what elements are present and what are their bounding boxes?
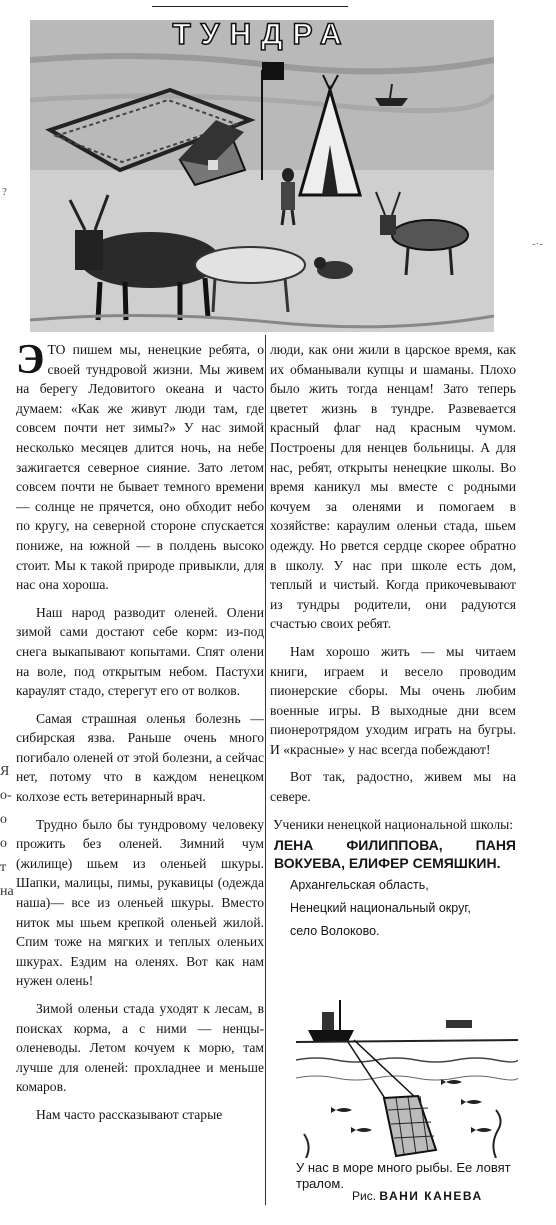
- illustration-caption: У нас в море много рыбы. Ее ловят тралом.: [296, 1160, 511, 1191]
- margin-mark-left: ?: [2, 186, 7, 198]
- article-column-2: [270, 340, 516, 947]
- article-column-1: [16, 337, 264, 1133]
- paragraph-text: ТО пишем мы, ненецкие ребята, о своей тундровой жизни. Мы живем на берегу Ледовитого океана и часто думаем: «Как же живут люди там, где совсем почти нет зимы?» У нас зимой несколько месяцев длится ночь, на небе зажигается северное сияние. Зато летом совсем почти не бывает темного времени — солнце не прячется, оно обходит небо по кругу, на северной стороне спускается пониже, на южной — в полдень высоко стоит. Мы к такой природе привыкли, для нас она хороша.: [16, 342, 264, 593]
- paragraph: люди, как они жили в царское время, как их обманывали купцы и шаманы. Плохо было жить тогда ненцам! Зато теперь цветет жизнь в тундре. Развевается красный флаг над красным чумом. Построены для ненцев больницы. А для нас, ребят, открыты ненецкие школы. Во время каникул мы вместе с родными кочуем за оленями и помогаем в хозяйстве: караулим оленьи стада, шьем одежду. Но рвется сердце скорее обратно в школу. У нас при школе есть дом, теплый и чистый. Когда прикочевывают из тундры родители, они радуются счастью своих ребят.: [270, 342, 516, 632]
- edge-fragment: Я: [0, 764, 10, 779]
- drop-cap: Э: [16, 337, 45, 383]
- column-divider: [265, 335, 266, 1205]
- paragraph: Наш народ разводит оленей. Олени зимой сами достают себе корм: из-под снега выкапывают копытами. Спят олени на воле, под открытым небом. Пастухи караулят стадо, стерегут его от волков.: [16, 604, 264, 699]
- illustration-credit: [352, 1189, 483, 1203]
- edge-fragment: о-: [0, 788, 12, 803]
- edge-fragment: на: [0, 884, 14, 899]
- signature-place-village: село Волоково.: [290, 924, 380, 939]
- signature-place-region: Архангельская область,: [290, 878, 429, 893]
- edge-fragment: о: [0, 812, 7, 827]
- paragraph: [16, 337, 264, 595]
- signature-names: ЛЕНА ФИЛИППОВА, ПАНЯ ВОКУЕВА, ЕЛИФЕР СЕМЯШКИН.: [274, 837, 516, 872]
- paragraph: Нам хорошо жить — мы читаем книги, играем и весело проводим пионерские сборы. Мы очень любим военные игры. В выходные дни всем пионеротрядом уходим играть на бугры. И «красные» у нас всегда побеждают!: [270, 643, 516, 757]
- paragraph: Трудно было бы тундровому человеку прожить без оленей. Зимний чум (жилище) шьем из оленьей шкуры. Шапки, малицы, пимы, рукавицы (одежда наша)— все из оленьей шкуры. Вместо ниток мы шьем крепкой оленьей жилой. Спим тоже на мягких и теплых оленьих шкурах. Ездим на оленях. Вот как нам нужен олень!: [16, 816, 264, 989]
- top-rule: [152, 6, 348, 7]
- paragraph: Вот так, радостно, живем мы на севере.: [270, 769, 516, 805]
- margin-mark-right: -·-: [532, 238, 543, 250]
- edge-fragment: т: [0, 860, 7, 875]
- paragraph: Самая страшная оленья болезнь — сибирская язва. Раньше очень много погибало оленей от этой болезни, а сейчас нет, потому что в каждом ненецком колхозе есть ветеринарный врач.: [16, 710, 264, 805]
- credit-prefix: Рис.: [352, 1189, 377, 1203]
- adjacent-column-fragments: [0, 760, 14, 904]
- paragraph: Зимой оленьи стада уходят к лесам, в поисках корма, а с ними — ненцы-оленеводы. Летом кочуем к морю, там лучше для оленей: прохладнее и меньше комаров.: [16, 1001, 264, 1095]
- signature-intro: Ученики ненецкой национальной школы:: [272, 816, 514, 832]
- tundra-illustration: [30, 20, 494, 332]
- signature-place-district: Ненецкий национальный округ,: [290, 901, 471, 916]
- credit-name: ВАНИ КАНЕВА: [379, 1189, 483, 1203]
- paragraph: Нам часто рассказывают старые: [36, 1106, 223, 1122]
- article-title: ТУНДРА: [172, 18, 352, 51]
- edge-fragment: о: [0, 836, 7, 851]
- fishing-illustration: [296, 990, 518, 1158]
